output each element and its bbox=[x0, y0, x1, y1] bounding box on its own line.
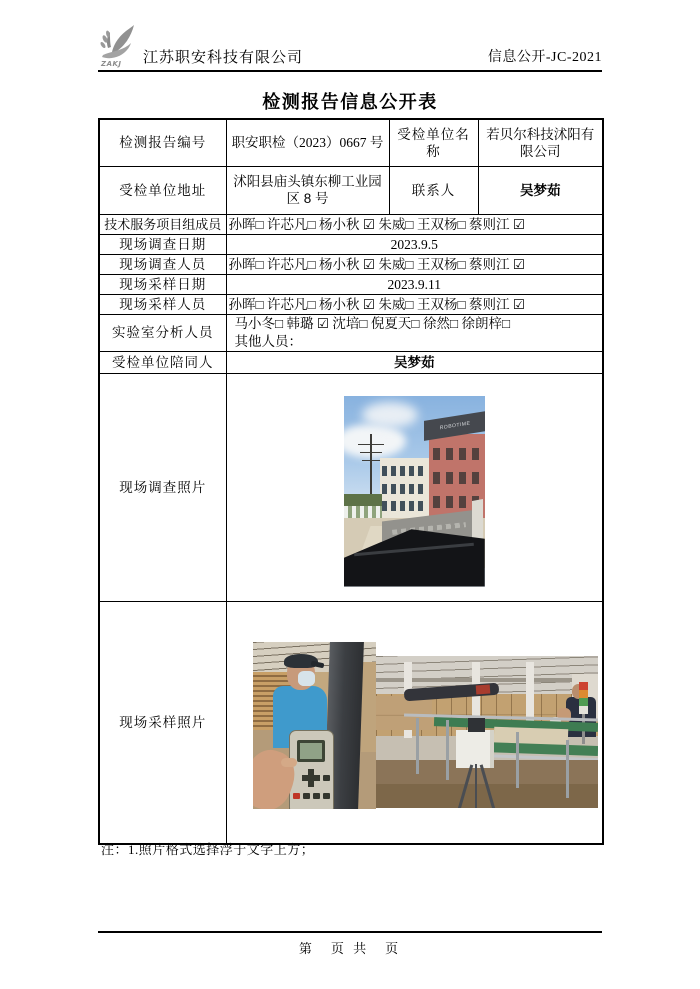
sampler-device bbox=[468, 718, 485, 732]
sampling-photo-label: 现场采样照片 bbox=[99, 601, 226, 844]
sound-level-meter bbox=[289, 730, 334, 809]
tech-team-label: 技术服务项目组成员 bbox=[99, 214, 226, 234]
meter-red-key bbox=[293, 793, 300, 799]
table-row bbox=[99, 294, 603, 314]
sampling-staff-label: 现场采样人员 bbox=[99, 294, 226, 314]
table-row bbox=[99, 254, 603, 274]
unit-name-label: 受检单位名称 bbox=[389, 119, 478, 166]
building-cream-wing bbox=[380, 458, 429, 518]
address-value: 沭阳县庙头镇东柳工业园区 8 号 bbox=[226, 166, 389, 214]
table-row bbox=[99, 119, 603, 166]
table-row bbox=[99, 214, 603, 234]
table-row bbox=[99, 166, 603, 214]
survey-date-label: 现场调查日期 bbox=[99, 234, 226, 254]
lab-staff-others: 其他人员： bbox=[234, 333, 302, 349]
report-info-table bbox=[98, 118, 604, 845]
address-label: 受检单位地址 bbox=[99, 166, 226, 214]
factory-machinery-photo bbox=[376, 656, 598, 808]
sampling-staff-checkboxes: 孙晖□ 许芯凡□ 杨小秋 ☑ 朱威□ 王双杨□ 蔡则江 ☑ bbox=[226, 294, 603, 314]
machine-clamp bbox=[475, 684, 490, 694]
header-rule bbox=[98, 70, 602, 72]
lab-staff-checkboxes: 马小冬□ 韩璐 ☑ 沈培□ 倪夏天□ 徐然□ 徐朗梓□ bbox=[234, 315, 511, 331]
page-title: 检测报告信息公开表 bbox=[262, 92, 438, 112]
escort-value: 吴梦茹 bbox=[226, 351, 603, 373]
white-box bbox=[456, 730, 494, 768]
building-sign-text: ROBOTIME bbox=[439, 420, 471, 431]
doc-code: 信息公开-JC-2021 bbox=[487, 50, 602, 65]
face-mask bbox=[298, 671, 315, 686]
tower-light-green bbox=[579, 698, 588, 706]
report-no-value: 职安职检（2023）0667 号 bbox=[226, 119, 389, 166]
tech-team-checkboxes: 孙晖□ 许芯凡□ 杨小秋 ☑ 朱威□ 王双杨□ 蔡则江 ☑ bbox=[226, 214, 603, 234]
table-row bbox=[99, 314, 603, 351]
sampling-photos bbox=[253, 642, 598, 809]
logo-caption: ZAKJ bbox=[101, 60, 122, 68]
fence bbox=[344, 506, 382, 518]
survey-date-value: 2023.9.5 bbox=[226, 234, 603, 254]
unit-name-value: 若贝尔科技沭阳有限公司 bbox=[478, 119, 603, 166]
table-row bbox=[99, 351, 603, 373]
report-no-label: 检测报告编号 bbox=[99, 119, 226, 166]
footnote: 注：1.照片格式选择浮于文字上方； bbox=[101, 842, 315, 857]
tower-light-orange bbox=[579, 690, 588, 698]
company-logo-icon bbox=[98, 24, 144, 72]
tower-light-red bbox=[579, 682, 588, 690]
survey-staff-label: 现场调查人员 bbox=[99, 254, 226, 274]
page-number-text: 第 页 共 页 bbox=[298, 941, 402, 956]
table-row bbox=[99, 274, 603, 294]
tower-light-white bbox=[579, 706, 588, 714]
sampling-date-label: 现场采样日期 bbox=[99, 274, 226, 294]
sound-meter-photo bbox=[253, 642, 376, 809]
footer-rule bbox=[98, 931, 602, 933]
cloud-shape bbox=[362, 402, 418, 428]
building-photo bbox=[344, 396, 485, 587]
conveyor-belt bbox=[481, 741, 597, 755]
contact-value: 吴梦茹 bbox=[478, 166, 603, 214]
table-row bbox=[99, 601, 603, 844]
survey-photo-label: 现场调查照片 bbox=[99, 373, 226, 601]
lab-staff-label: 实验室分析人员 bbox=[99, 314, 226, 351]
table-row bbox=[99, 373, 603, 601]
escort-label: 受检单位陪同人 bbox=[99, 351, 226, 373]
sampling-date-value: 2023.9.11 bbox=[226, 274, 603, 294]
thumb bbox=[281, 758, 297, 767]
survey-staff-checkboxes: 孙晖□ 许芯凡□ 杨小秋 ☑ 朱威□ 王双杨□ 蔡则江 ☑ bbox=[226, 254, 603, 274]
contact-label: 联系人 bbox=[389, 166, 478, 214]
table-row bbox=[99, 234, 603, 254]
meter-lcd bbox=[297, 740, 325, 762]
tripod-leg bbox=[475, 764, 478, 808]
company-name: 江苏职安科技有限公司 bbox=[143, 50, 304, 66]
